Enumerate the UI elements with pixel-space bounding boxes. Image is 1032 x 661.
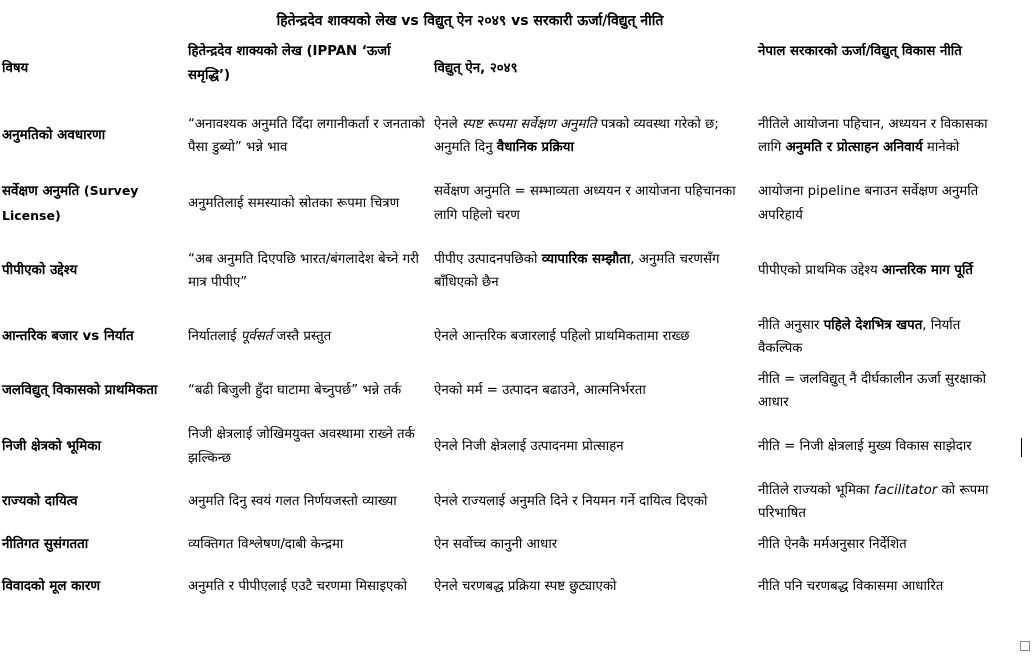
- row-act-cell: ऐनले आन्तरिक बजारलाई पहिलो प्राथमिकतामा राख्छ: [434, 329, 690, 345]
- table-row: [0, 231, 1010, 311]
- row-act-cell: ऐनले निजी क्षेत्रलाई उत्पादनमा प्रोत्साहन: [434, 438, 624, 454]
- text-part: , निर्यात वैकल्पिक: [758, 317, 961, 356]
- row-subject: विवादको मूल कारण: [2, 579, 101, 595]
- row-policy-cell: आयोजना pipeline बनाउन सर्वेक्षण अनुमति अपरिहार्य: [758, 184, 979, 223]
- table-header-row: [0, 40, 1010, 96]
- header-subject: विषय: [2, 61, 29, 77]
- row-subject: जलविद्युत् विकासको प्राथमिकता: [2, 383, 158, 399]
- row-subject: निजी क्षेत्रको भूमिका: [2, 438, 102, 454]
- emphasis-italic: स्पष्ट रूपमा सर्वेक्षण अनुमति: [461, 116, 597, 132]
- row-article-cell: व्यक्तिगत विश्लेषण/दाबी केन्द्रमा: [188, 537, 344, 553]
- text-part: जस्तै प्रस्तुत: [272, 329, 332, 345]
- text-part: नीतिले राज्यको भूमिका: [758, 482, 874, 498]
- row-subject: आन्तरिक बजार vs निर्यात: [2, 329, 134, 345]
- text-part: पत्रको व्यवस्था गरेको छ; अनुमति दिनु: [434, 116, 719, 155]
- row-policy-cell: नीति पनि चरणबद्ध विकासमा आधारित: [758, 579, 944, 595]
- row-subject: नीतिगत सुसंगतता: [2, 537, 89, 553]
- row-subject: अनुमतिको अवधारणा: [2, 128, 106, 144]
- text-part: पीपीएको प्राथमिक उद्देश्य: [758, 263, 882, 279]
- comparison-table: [0, 40, 1010, 614]
- row-act-cell: ऐन सर्वोच्च कानुनी आधार: [434, 537, 558, 553]
- row-act-cell: ऐनले चरणबद्ध प्रक्रिया स्पष्ट छुट्याएको: [434, 579, 617, 595]
- table-row: [0, 176, 1010, 231]
- table-row: [0, 560, 1010, 614]
- text-cursor: [1021, 438, 1022, 457]
- row-article-cell: अनुमतिलाई समस्याको स्रोतका रूपमा चित्रण: [188, 195, 400, 211]
- row-article-cell: निजी क्षेत्रलाई जोखिमयुक्त अवस्थामा राख्ने तर्क झल्किन्छ: [188, 427, 415, 466]
- row-policy-cell: [756, 96, 1010, 176]
- text-part: निर्यातलाई: [188, 329, 241, 345]
- emphasis-bold: आन्तरिक माग पूर्ति: [881, 263, 973, 279]
- row-act-cell: [432, 96, 756, 176]
- text-part: मानेको: [922, 140, 960, 155]
- header-policy: नेपाल सरकारको ऊर्जा/विद्युत् विकास नीति: [758, 44, 962, 59]
- header-article: हितेन्द्रदेव शाक्यको लेख (IPPAN ‘ऊर्जा समृद्धि’): [188, 44, 391, 83]
- text-part: सर्वेक्षण अनुमति: [2, 184, 80, 199]
- row-article-cell: “बढी बिजुली हुँदा घाटामा बेच्नुपर्छ” भन्ने तर्क: [188, 383, 402, 399]
- row-policy-cell: [756, 474, 1010, 530]
- text-part: , अनुमति चरणसँग बाँधिएको छैन: [434, 251, 720, 290]
- emphasis-bold: व्यापारिक सम्झौता: [541, 251, 631, 267]
- row-article-cell: अनुमति र पीपीएलाई एउटै चरणमा मिसाइएको: [188, 579, 408, 595]
- row-policy-cell: [756, 231, 1010, 311]
- row-act-cell: सर्वेक्षण अनुमति = सम्भाव्यता अध्ययन र आयोजना पहिचानका लागि पहिलो चरण: [434, 184, 736, 223]
- emphasis-bold: अनुमति र प्रोत्साहन अनिवार्य: [785, 140, 923, 155]
- row-act-cell: ऐनले राज्यलाई अनुमति दिने र नियमन गर्ने दायित्व दिएको: [434, 494, 708, 510]
- table-row: [0, 363, 1010, 419]
- row-act-cell: [432, 231, 756, 311]
- text-part: पीपीए उत्पादनपछिको: [434, 251, 542, 267]
- text-part: ऐनले: [434, 116, 462, 132]
- text-part: (Survey License): [2, 183, 139, 223]
- text-part: को रूपमा परिभाषित: [758, 482, 989, 521]
- row-article-cell: [186, 311, 432, 363]
- table-row: [0, 474, 1010, 530]
- table-row: [0, 530, 1010, 560]
- emphasis-italic: पूर्वसर्त: [240, 329, 273, 345]
- table-row: [0, 96, 1010, 176]
- document-title: हितेन्द्रदेव शाक्यको लेख vs विद्युत् ऐन २०४९ vs सरकारी ऊर्जा/विद्युत् नीति: [276, 13, 664, 29]
- row-subject: राज्यको दायित्व: [2, 494, 78, 510]
- text-part: नीति अनुसार: [758, 317, 824, 333]
- row-subject: [0, 176, 186, 231]
- row-article-cell: “अब अनुमति दिएपछि भारत/बंगलादेश बेच्ने गरी मात्र पीपीए”: [188, 251, 419, 290]
- row-policy-cell: नीति = निजी क्षेत्रलाई मुख्य विकास साझेदार: [758, 438, 972, 454]
- row-policy-cell: नीति = जलविद्युत् नै दीर्घकालीन ऊर्जा सुरक्षाको आधार: [758, 371, 987, 410]
- table-row: [0, 311, 1010, 363]
- row-act-cell: ऐनको मर्म = उत्पादन बढाउने, आत्मनिर्भरता: [434, 383, 646, 399]
- text-part: नीतिले आयोजना पहिचान, अध्ययन र विकासका लागि: [758, 116, 988, 155]
- table-row: [0, 419, 1010, 474]
- emphasis-bold: पहिले देशभित्र खपत: [823, 317, 923, 333]
- row-subject: पीपीएको उद्देश्य: [2, 263, 78, 279]
- row-policy-cell: [756, 311, 1010, 363]
- row-article-cell: “अनावश्यक अनुमति दिँदा लगानीकर्ता र जनताको पैसा डुब्यो” भन्ने भाव: [188, 116, 425, 155]
- emphasis-bold: वैधानिक प्रक्रिया: [496, 140, 574, 155]
- emphasis-italic: facilitator: [873, 482, 938, 498]
- corner-marker: [1020, 641, 1030, 651]
- header-act: विद्युत् ऐन, २०४९: [434, 61, 518, 77]
- row-policy-cell: नीति ऐनकै मर्मअनुसार निर्देशित: [758, 537, 907, 553]
- row-article-cell: अनुमति दिनु स्वयं गलत निर्णयजस्तो व्याख्या: [188, 494, 397, 510]
